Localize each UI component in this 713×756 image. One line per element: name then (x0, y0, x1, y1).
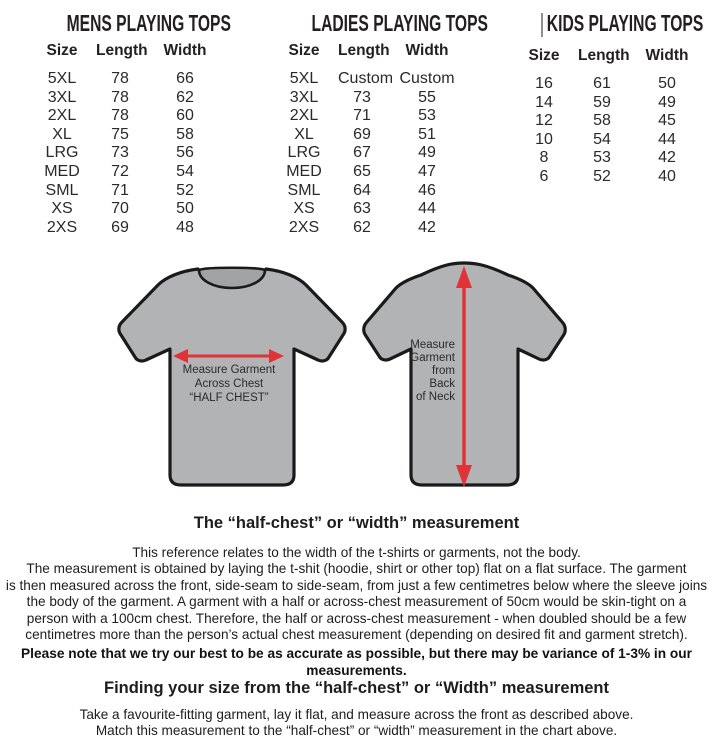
table-cell: 45 (658, 112, 676, 130)
table-cell: 60 (176, 107, 194, 125)
table-row (510, 94, 706, 113)
front-shirt-label-line1: Measure Garment (182, 364, 276, 376)
table-row (28, 182, 226, 201)
ladies-table-title (270, 10, 488, 40)
table-cell: 62 (353, 218, 371, 236)
table-cell: 12 (535, 112, 553, 130)
kids-size-table (510, 10, 706, 187)
column-header-width: Width (405, 42, 449, 59)
table-cell: 16 (535, 75, 553, 92)
table-cell: 50 (176, 200, 194, 218)
front-shirt-diagram (111, 259, 353, 495)
paragraph-line: Take a favourite-fitting garment, lay it flat, and measure across the front as described above. (79, 707, 634, 722)
table-row (270, 70, 468, 89)
table-row (270, 126, 468, 145)
table-row (28, 70, 226, 89)
paragraph-line: the body of the garment. A garment with a half or across-chest measurement of 50cm would be skin-tight on a (26, 594, 687, 610)
paragraph-line: Match this measurement to the “half-chest” or “width” measurement in the chart above. (95, 723, 618, 739)
table-cell: 55 (418, 88, 436, 106)
table-cell: 67 (353, 144, 371, 162)
table-cell: 42 (658, 149, 676, 167)
table-cell: 56 (176, 144, 194, 162)
table-cell: LRG (287, 144, 321, 162)
table-title-text: LADIES PLAYING TOPS (311, 10, 488, 36)
table-cell: 70 (111, 200, 129, 218)
table-cell: 78 (111, 88, 129, 106)
paragraph-line: centimetres more than the person’s actual chest measurement (depending on desired fit and garment stretch). (25, 627, 688, 643)
table-cell: 48 (176, 218, 194, 236)
table-cell: 14 (535, 93, 553, 111)
back-shirt-label-line1: Measure (410, 339, 455, 351)
table-cell: 73 (353, 88, 371, 106)
back-shirt-label-line2: Garment (410, 352, 455, 364)
table-cell: 63 (353, 200, 371, 218)
table-row (270, 89, 468, 108)
table-cell: 69 (353, 125, 371, 143)
table-cell: 53 (418, 107, 436, 125)
table-cell: 78 (111, 107, 129, 125)
half-chest-section-heading: The “half-chest” or “width” measurement (193, 514, 520, 532)
paragraph-line: person with a 100cm chest. Therefore, the half or across-chest measurement - when doubled should be a few (26, 610, 687, 626)
front-shirt-label-line2: Across Chest (194, 378, 264, 390)
table-row (510, 112, 706, 131)
column-header-width: Width (163, 42, 207, 59)
column-header-size: Size (528, 47, 560, 64)
ladies-size-table (270, 10, 488, 237)
paragraph-line: This reference relates to the width of the t-shirts or garments, not the body. (132, 545, 581, 560)
back-shirt-label-line5: of Neck (416, 391, 455, 403)
table-cell: 66 (176, 70, 194, 87)
table-cell: SML (45, 181, 79, 199)
table-cell: 10 (535, 130, 553, 148)
table-cell: 65 (353, 162, 371, 180)
mens-table-title (28, 10, 231, 40)
table-row (270, 144, 468, 163)
kids-table-title (510, 10, 706, 40)
table-cell: XL (294, 125, 314, 143)
paragraph-line: is then measured across the front, side-seam to side-seam, from just a few centimetres below where the sleeve joins (5, 577, 708, 593)
table-row (28, 219, 226, 238)
column-header-length: Length (338, 42, 390, 59)
table-cell: 49 (418, 144, 436, 162)
table-cell: SML (287, 181, 321, 199)
table-cell: 73 (111, 144, 129, 162)
column-header-width: Width (645, 47, 689, 64)
table-cell: 69 (111, 218, 129, 236)
table-row (510, 149, 706, 168)
table-cell: 5XL (289, 70, 319, 87)
table-cell: 2XL (47, 107, 77, 125)
mens-table-body (28, 70, 226, 237)
mens-size-table (28, 10, 231, 237)
table-row (28, 144, 226, 163)
table-cell: Custom (338, 70, 394, 87)
column-header-length: Length (96, 42, 148, 59)
table-cell: 75 (111, 125, 129, 143)
column-header-length: Length (578, 47, 630, 64)
table-row (28, 200, 226, 219)
table-cell: 44 (658, 130, 676, 148)
table-cell: 61 (593, 75, 611, 92)
kids-table-header-row (510, 47, 706, 65)
table-cell: 3XL (289, 88, 319, 106)
table-cell: 50 (658, 75, 676, 92)
table-cell: XL (52, 125, 72, 143)
kids-table-body (510, 75, 706, 187)
table-cell: 2XS (288, 218, 320, 236)
column-header-size: Size (46, 42, 78, 59)
table-cell: 46 (418, 181, 436, 199)
back-shirt-label-line3: from (432, 365, 455, 377)
table-cell: 47 (418, 162, 436, 180)
table-cell: 72 (111, 162, 129, 180)
table-cell: 71 (111, 181, 129, 199)
table-cell: Custom (399, 70, 455, 87)
table-row (270, 163, 468, 182)
table-cell: XS (51, 200, 73, 218)
table-cell: 58 (593, 112, 611, 130)
table-row (28, 163, 226, 182)
half-chest-section-body (0, 545, 713, 679)
table-cell: 71 (353, 107, 371, 125)
ladies-table-header-row (270, 42, 468, 60)
table-cell: LRG (45, 144, 79, 162)
table-cell: 58 (176, 125, 194, 143)
table-row (270, 219, 468, 238)
table-cell: XS (293, 200, 315, 218)
back-shirt-label-line4: Back (429, 378, 455, 390)
table-cell: 54 (176, 162, 194, 180)
table-cell: 44 (418, 200, 436, 218)
table-cell: 8 (539, 149, 549, 167)
table-row (510, 168, 706, 187)
table-cell: 62 (176, 88, 194, 106)
table-row (28, 107, 226, 126)
table-cell: 52 (593, 167, 611, 185)
table-cell: 40 (658, 167, 676, 185)
table-cell: 51 (418, 125, 436, 143)
table-cell: 78 (111, 70, 129, 87)
table-cell: 6 (539, 167, 549, 185)
table-row (510, 131, 706, 150)
back-shirt-diagram (356, 259, 573, 495)
paragraph-line: The measurement is obtained by laying the t-shit (hoodie, shirt or other top) flat on a flat surface. The garment (26, 561, 687, 577)
mens-table-header-row (28, 42, 226, 60)
table-cell: 53 (593, 149, 611, 167)
table-cell: 59 (593, 93, 611, 111)
front-shirt-label-line3: “HALF CHEST” (189, 392, 269, 404)
table-cell: 54 (593, 130, 611, 148)
table-cell: 2XS (46, 218, 78, 236)
table-row (28, 89, 226, 108)
table-cell: 2XL (289, 107, 319, 125)
table-cell: 42 (418, 218, 436, 236)
table-row (270, 182, 468, 201)
ladies-table-body (270, 70, 468, 237)
table-title-text: KIDS PLAYING TOPS (546, 10, 704, 36)
table-cell: 5XL (47, 70, 77, 87)
table-row (270, 200, 468, 219)
table-title-text: MENS PLAYING TOPS (66, 10, 231, 36)
table-cell: 49 (658, 93, 676, 111)
table-cell: 64 (353, 181, 371, 199)
column-header-size: Size (288, 42, 320, 59)
table-row (28, 126, 226, 145)
table-row (270, 107, 468, 126)
table-cell: 3XL (47, 88, 77, 106)
finding-size-section-heading: Finding your size from the “half-chest” or “Width” measurement (104, 679, 609, 697)
table-cell: MED (44, 162, 80, 180)
finding-size-section-body (0, 707, 713, 740)
table-cell: 52 (176, 181, 194, 199)
front-shirt-body (119, 269, 345, 485)
table-row (510, 75, 706, 94)
accuracy-note: Please note that we try our best to be as accurate as possible, but there may be variance of 1-3% in our measurements. (21, 646, 692, 678)
table-cell: MED (286, 162, 322, 180)
